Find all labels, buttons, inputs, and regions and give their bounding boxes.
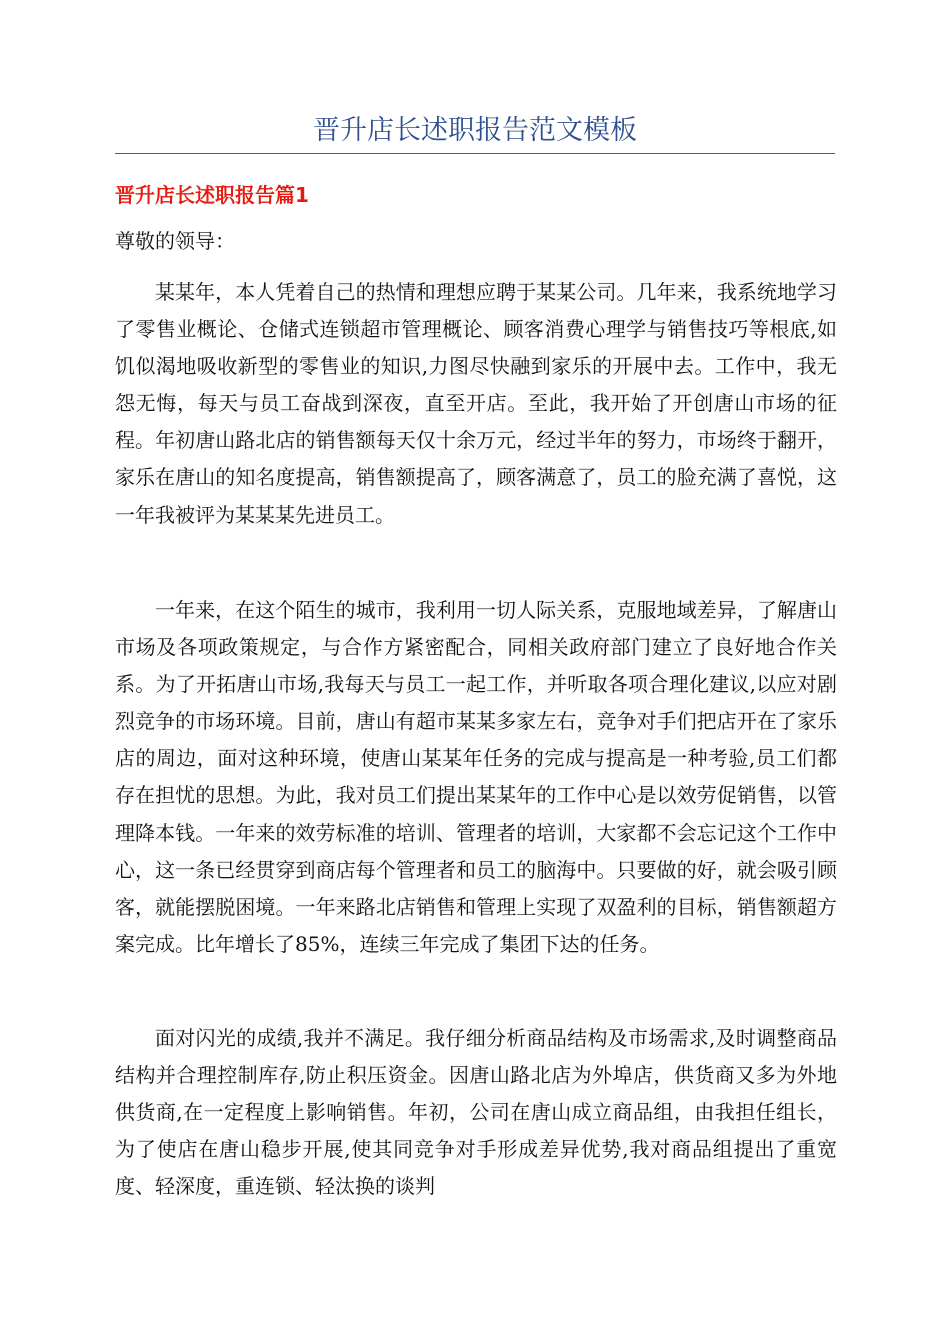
body-paragraph-3: 面对闪光的成绩,我并不满足。我仔细分析商品结构及市场需求,及时调整商品结构并合理控制库存,防止积压资金。因唐山路北店为外埠店，供货商又多为外地供货商,在一定程度上影响销售。年初，公司在唐山成立商品组，由我担任组长，为了使店在唐山稳步开展,使其同竞争对手形成差异优势,我对商品组提出了重宽度、轻深度，重连锁、轻汰换的谈判 bbox=[115, 1026, 837, 1199]
salutation: 尊敬的领导： bbox=[115, 229, 235, 253]
body-paragraph-2: 一年来，在这个陌生的城市，我利用一切人际关系，克服地域差异，了解唐山市场及各项政策规定，与合作方紧密配合，同相关政府部门建立了良好地合作关系。为了开拓唐山市场,我每天与员工一起工作，并听取各项合理化建议,以应对剧烈竞争的市场环境。目前，唐山有超市某某多家左右，竞争对手们把店开在了家乐店的周边，面对这种环境，使唐山某某年任务的完成与提高是一种考验,员工们都存在担忧的思想。为此，我对员工们提出某某年的工作中心是以效劳促销售，以管理降本钱。一年来的效劳标准的培训、管理者的培训，大家都不会忘记这个工作中心，这一条已经贯穿到商店每个管理者和员工的脑海中。只要做的好，就会吸引顾客，就能摆脱困境。一年来路北店销售和管理上实现了双盈利的目标，销售额超方案完成。比年增长了85%，连续三年完成了集团下达的任务。 bbox=[115, 598, 837, 956]
section-heading: 晋升店长述职报告篇1 bbox=[115, 183, 309, 207]
document-title: 晋升店长述职报告范文模板 bbox=[313, 115, 637, 146]
body-paragraph-1: 某某年，本人凭着自己的热情和理想应聘于某某公司。几年来，我系统地学习了零售业概论、仓储式连锁超市管理概论、顾客消费心理学与销售技巧等根底,如饥似渴地吸收新型的零售业的知识,力图尽快融到家乐的开展中去。工作中，我无怨无悔，每天与员工奋战到深夜，直至开店。至此，我开始了开创唐山市场的征程。年初唐山路北店的销售额每天仅十余万元，经过半年的努力，市场终于翻开，家乐在唐山的知名度提高，销售额提高了，顾客满意了，员工的脸充满了喜悦，这一年我被评为某某某先进员工。 bbox=[115, 280, 837, 527]
title-divider bbox=[115, 153, 835, 154]
